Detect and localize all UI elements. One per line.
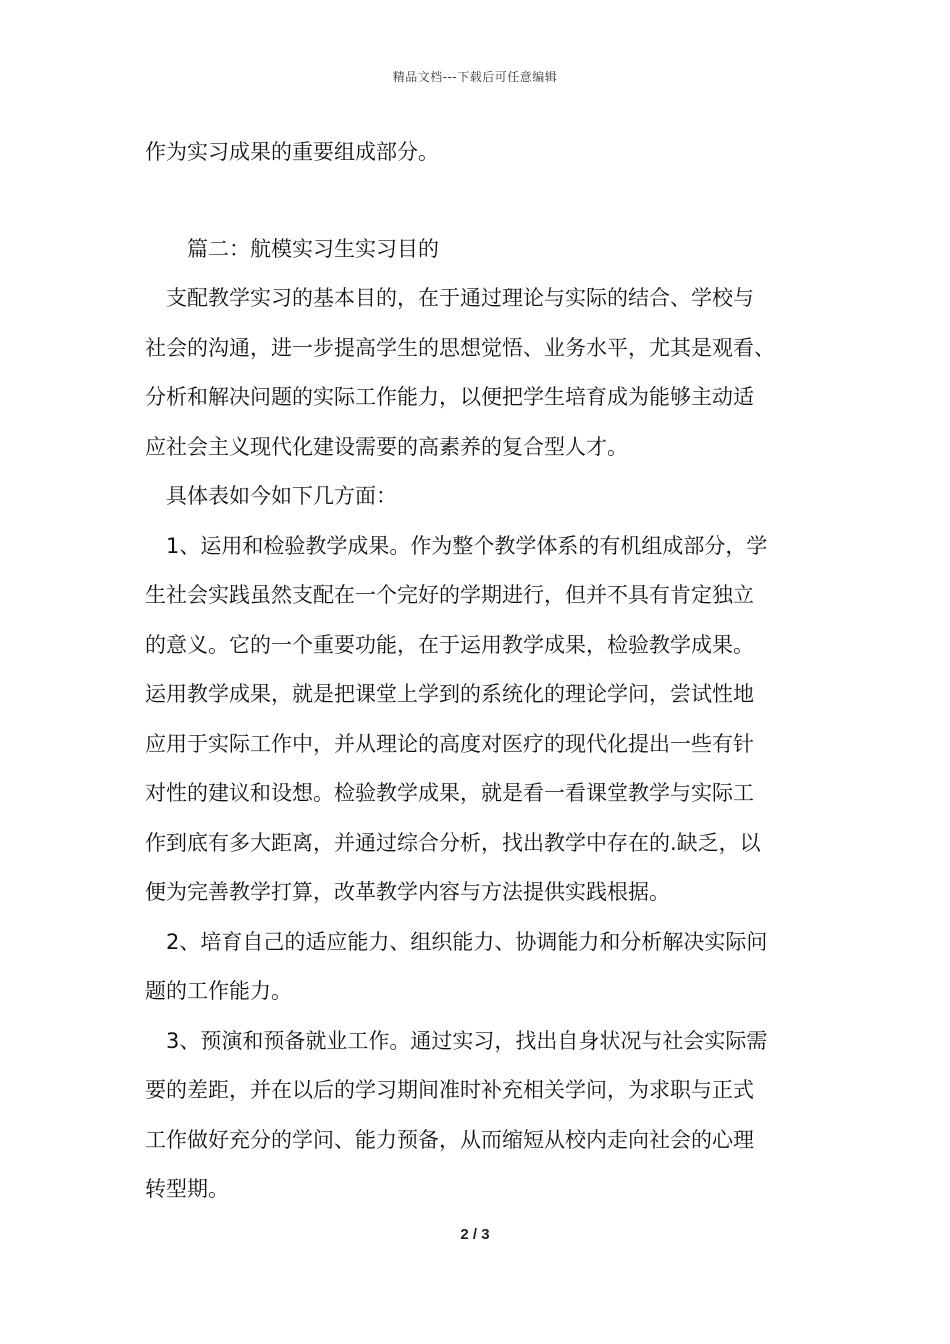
paragraph-line: 具体表如今如下几方面： — [166, 484, 397, 508]
page-header: 精品文档---下载后可任意编辑 — [392, 70, 558, 84]
paragraph-line: 应用于实际工作中，并从理论的高度对医疗的现代化提出一些有针 — [145, 731, 754, 756]
paragraph-line: 生社会实践虽然支配在一个完好的学期进行，但并不具有肯定独立 — [145, 583, 754, 607]
paragraph-line: 对性的建议和设想。检验教学成果，就是看一看课堂教学与实际工 — [145, 781, 754, 805]
paragraph-line: 社会的沟通，进一步提高学生的思想觉悟、业务水平，尤其是观看、 — [145, 335, 775, 360]
paragraph-line: 分析和解决问题的实际工作能力，以便把学生培育成为能够主动适 — [145, 385, 754, 409]
paragraph-line: 作为实习成果的重要组成部分。 — [145, 140, 439, 164]
list-item-1: 1、运用和检验教学成果。作为整个教学体系的有机组成部分，学 — [166, 533, 768, 558]
paragraph-line: 的意义。它的一个重要功能，在于运用教学成果，检验教学成果。 — [145, 632, 754, 657]
paragraph-line: 转型期。 — [145, 1177, 229, 1201]
paragraph-line: 题的工作能力。 — [145, 979, 292, 1003]
paragraph-spacer — [145, 178, 815, 225]
paragraph-line: 作到底有多大距离，并通过综合分析，找出教学中存在的.缺乏，以 — [145, 830, 761, 855]
list-item-3: 3、预演和预备就业工作。通过实习，找出自身状况与社会实际需 — [166, 1028, 768, 1053]
page-number: 2 / 3 — [460, 1226, 490, 1243]
paragraph-line: 支配教学实习的基本目的，在于通过理论与实际的结合、学校与 — [166, 286, 754, 310]
list-item-2: 2、培育自己的适应能力、组织能力、协调能力和分析解决实际问 — [166, 929, 768, 954]
document-body — [145, 128, 815, 1215]
paragraph-line: 工作做好充分的学问、能力预备，从而缩短从校内走向社会的心理 — [145, 1127, 754, 1152]
paragraph-line: 运用教学成果，就是把课堂上学到的系统化的理论学问，尝试性地 — [145, 682, 754, 706]
paragraph-line: 应社会主义现代化建设需要的高素养的复合型人才。 — [145, 434, 628, 459]
paragraph-line: 便为完善教学打算，改革教学内容与方法提供实践根据。 — [145, 880, 670, 904]
paragraph-line: 要的差距，并在以后的学习期间准时补充相关学问，为求职与正式 — [145, 1078, 754, 1102]
section-heading: 篇二：航模实习生实习目的 — [187, 236, 439, 261]
